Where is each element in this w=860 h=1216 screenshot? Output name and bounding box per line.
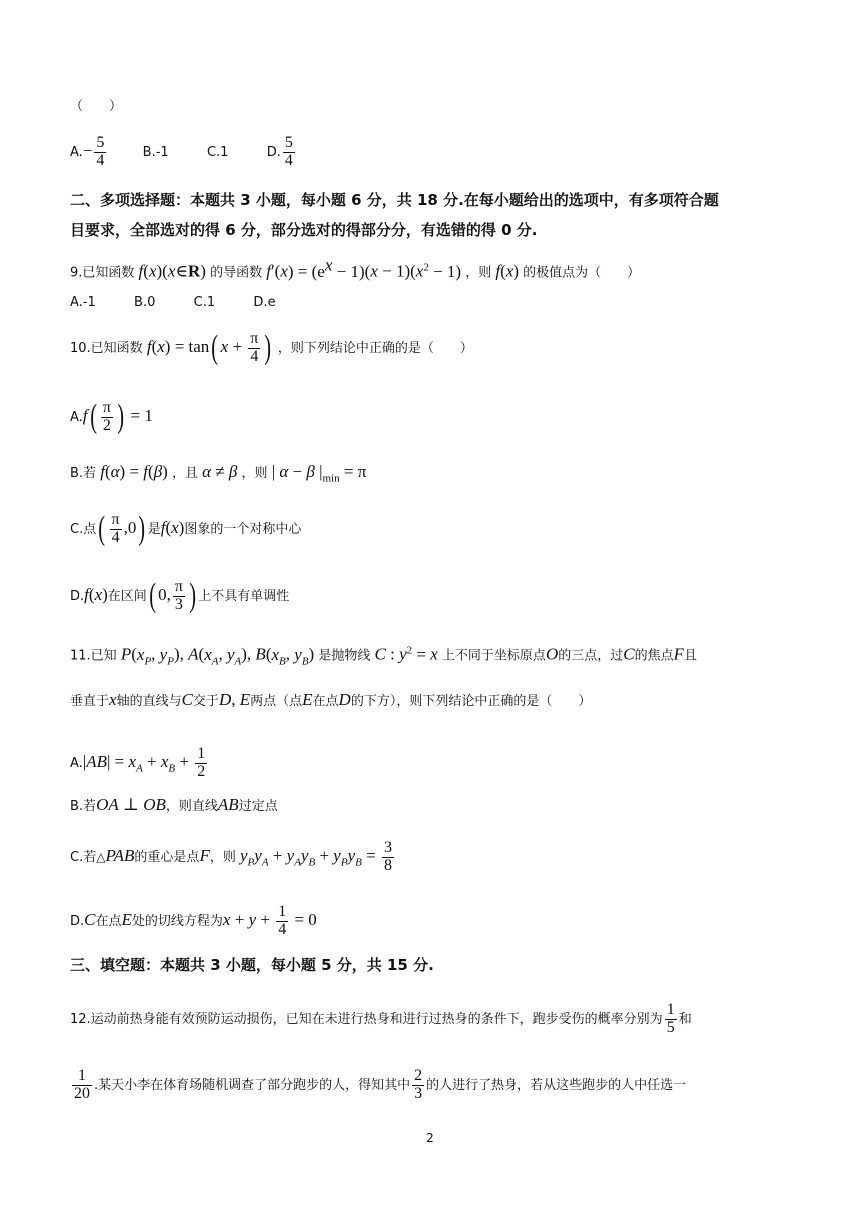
q10-option-b: B.若 f(α) = f(β) ，且 α ≠ β ，则 | α − β $|_{min} = \pi$ — [70, 462, 367, 485]
section3-heading: 三、填空题：本题共 3 小题，每小题 5 分，共 15 分. — [70, 956, 434, 974]
q11-option-c: C.若△PAB的重心是点F，则 $y_Py_A + y_Ay_B + y_Py_B$ = $\frac{3}{8}$ — [70, 839, 392, 874]
q10-stem: 10.已知函数 f(x) = tan( x + $\frac{\pi}{4}$ ) ，则下列结论中正确的是（ ） — [70, 329, 473, 367]
q9-options — [70, 296, 276, 309]
q10-option-d: D.f(x)在区间( 0, $\frac{\pi}{3}$ ) 上不具有单调性 — [70, 577, 290, 615]
page-number: 2 — [426, 1131, 434, 1145]
q8-option-c: C.1 — [206, 144, 229, 160]
q11-option-b: B.若OA ⊥ OB，则直线AB过定点 — [70, 795, 278, 814]
q11-stem-line2: 垂直于x轴的直线与C交于D, E两点（点E在点D的下方），则下列结论中正确的是（ ） — [70, 690, 592, 709]
q10-option-a: A.f( $\frac{\pi}{2}$ ) = 1 — [70, 398, 153, 436]
section2-heading-line1: 二、多项选择题：本题共 3 小题，每小题 6 分，共 18 分.在每小题给出的选项中，有多项符合题 — [70, 191, 719, 209]
section2-heading-line2: 目要求，全部选对的得 6 分，部分选对的得部分分，有选错的得 0 分. — [70, 221, 538, 239]
q9-option-a: A.-1 — [70, 295, 96, 310]
q9-option-d: D.e — [253, 295, 276, 310]
q8-options — [70, 135, 297, 170]
q11-option-a: $A.|AB| = x_A + x_B$ + $\frac{1}{2}$ — [70, 745, 206, 780]
q8-option-b: B.-1 — [142, 144, 169, 160]
q12-stem-line2: $\frac{1}{20}$ .某天小李在体育场随机调查了部分跑步的人，得知其中 $\frac{2}{3}$ 的人进行了热身，若从这些跑步的人中任选一 — [74, 1067, 687, 1102]
q9-option-c: C.1 — [193, 295, 216, 310]
q8-option-d: D. $\frac{5}{4}$ — [266, 134, 293, 169]
q9-stem: 9.已知函数 f(x)(x∈R) 的导函数 $f'(x) = (e^x - 1)(x - 1)(x^2 - 1)$ ，则 f(x) 的极值点为（ ） — [70, 255, 641, 281]
q8-tail: （ ） — [70, 99, 123, 114]
q11-option-d: D.C在点E处的切线方程为x + y + $\frac{1}{4}$ = 0 — [70, 903, 317, 938]
q8-option-a: A.− $\frac{5}{4}$ — [70, 134, 105, 169]
q12-stem-line1: 12.运动前热身能有效预防运动损伤，已知在未进行热身和进行过热身的条件下，跑步受伤的概率分别为 $\frac{1}{5}$ 和 — [70, 1001, 692, 1036]
q11-stem-line1: 11.已知 $P(x_P$, $y_P$), $A(x_A$, $y_A$), $B(x_B$, $y_B$) 是抛物线 C : $y^2 = x$ 上不同于坐标原点O的三点，过C的焦点F且 — [70, 644, 697, 668]
q10-option-c: C.点( $\frac{\pi}{4}$ ,0) 是f(x)图象的一个对称中心 — [70, 510, 302, 548]
q9-option-b: B.0 — [134, 295, 156, 310]
